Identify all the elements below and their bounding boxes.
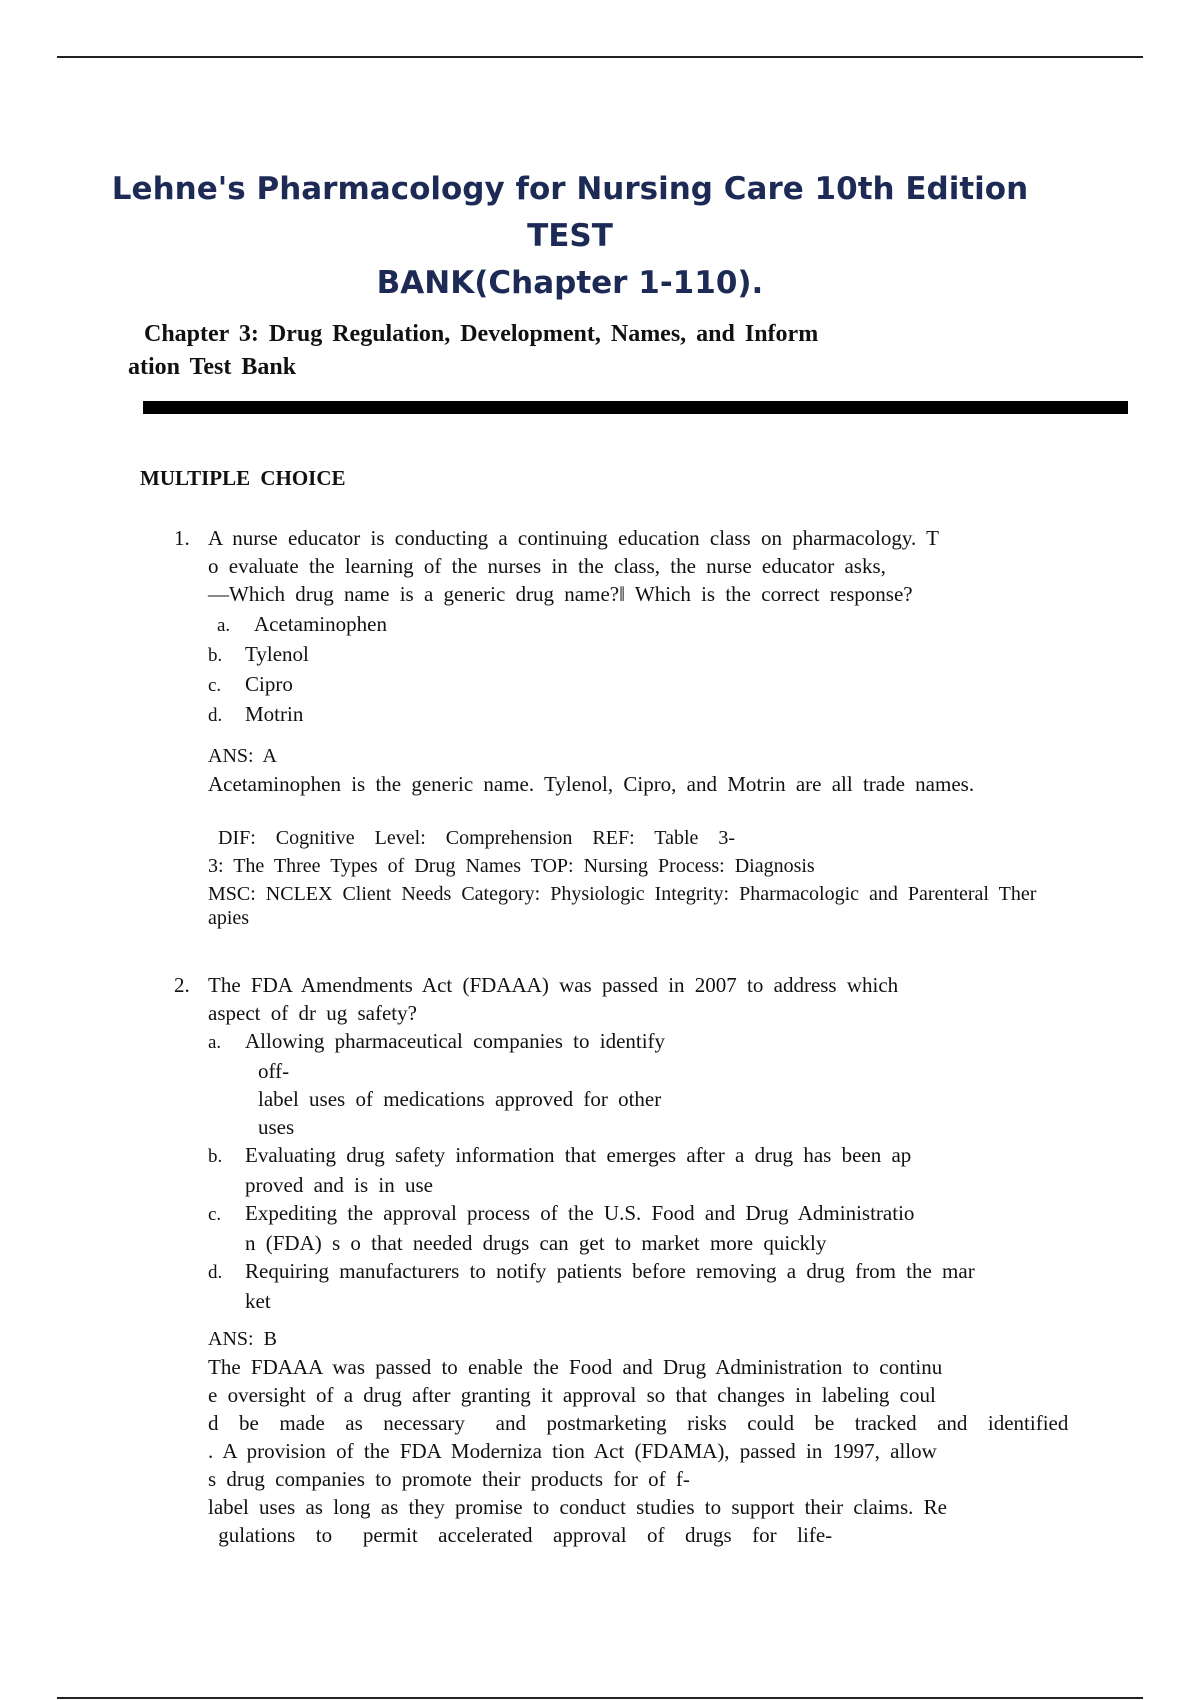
question-stem-line: A nurse educator is conducting a continuing education class on pharmacology. T [208,526,939,550]
metadata-line: MSC: NCLEX Client Needs Category: Physiologic Integrity: Pharmacologic and Parenteral Ther [208,883,1037,905]
option-letter: a. [208,1032,222,1053]
option-text: Evaluating drug safety information that emerges after a drug has been ap [245,1143,912,1167]
option-c [208,1199,1068,1229]
option-a-continued: label uses of medications approved for other [258,1087,662,1111]
question-number: 2. [174,973,190,997]
title-line-1: Lehne's Pharmacology for Nursing Care 10th Edition TEST [111,171,1029,254]
question-stem-line: aspect of dr ug safety? [208,1001,417,1025]
option-letter: d. [208,705,223,726]
metadata-line: DIF: Cognitive Level: Comprehension REF: Table 3- [208,827,736,849]
option-text: Requiring manufacturers to notify patients before removing a drug from the mar [245,1259,975,1283]
answer-rationale: Acetaminophen is the generic name. Tylenol, Cipro, and Motrin are all trade names. [208,772,975,796]
chapter-heading-line-2: ation Test Bank [128,354,297,380]
option-letter: c. [208,1204,222,1225]
option-a [208,1027,1068,1057]
rationale-line: d be made as necessary and postmarketing risks could be tracked and identified [208,1411,1069,1435]
question-metadata [208,824,1036,928]
question-number: 1. [174,526,190,550]
metadata-line: 3: The Three Types of Drug Names TOP: Nursing Process: Diagnosis [208,855,815,877]
option-text: Tylenol [245,642,309,666]
rationale-line: e oversight of a drug after granting it approval so that changes in labeling coul [208,1383,936,1407]
heading-divider [143,401,1128,414]
rationale-line: The FDAAA was passed to enable the Food and Drug Administration to continu [208,1355,943,1379]
option-letter: c. [208,675,222,696]
question-stem-line: o evaluate the learning of the nurses in the class, the nurse educator asks, [208,554,886,578]
rationale-line: s drug companies to promote their products for of f- [208,1467,690,1491]
option-text: Allowing pharmaceutical companies to identify [245,1029,666,1053]
options-list [208,610,1036,730]
option-d-continued: ket [245,1289,271,1313]
answer-key: ANS: B [208,1328,277,1350]
chapter-heading [128,318,818,384]
section-heading: MULTIPLE CHOICE [140,466,346,490]
question-2 [174,971,1069,1549]
option-b-continued: proved and is in use [245,1173,433,1197]
option-text: Motrin [245,702,304,726]
top-rule [57,56,1143,58]
option-b [208,1141,1068,1171]
question-stem-line: The FDA Amendments Act (FDAAA) was passed in 2007 to address which [208,973,899,997]
option-b [208,640,1036,670]
option-c [208,670,1036,700]
option-text: Acetaminophen [254,612,387,636]
rationale-line: . A provision of the FDA Moderniza tion Act (FDAMA), passed in 1997, allow [208,1439,937,1463]
option-text: Cipro [245,672,293,696]
answer-key: ANS: A [208,745,277,767]
document-title [100,166,1040,307]
bottom-rule [57,1697,1143,1699]
title-line-2: BANK(Chapter 1-110). [376,265,764,301]
question-1 [174,524,1037,929]
option-a-continued: off- [258,1059,290,1083]
options-list [208,1027,1068,1315]
question-stem-line: —Which drug name is a generic drug name?‖ Which is the correct response? [208,582,913,606]
option-c-continued: n (FDA) s o that needed drugs can get to market more quickly [245,1231,827,1255]
option-letter: b. [208,1146,223,1167]
option-letter: a. [217,615,231,636]
option-d [208,1257,1068,1287]
option-a-continued: uses [258,1115,295,1139]
rationale-line: label uses as long as they promise to conduct studies to support their claims. Re [208,1495,947,1519]
chapter-heading-line-1: Chapter 3: Drug Regulation, Development, Names, and Inform [144,321,819,347]
option-letter: d. [208,1262,223,1283]
metadata-line: apies [208,907,250,929]
option-text: Expediting the approval process of the U.S. Food and Drug Administratio [245,1201,915,1225]
option-letter: b. [208,645,223,666]
rationale-line: gulations to permit accelerated approval of drugs for life- [208,1523,833,1547]
option-a [208,610,1036,640]
option-d [208,700,1036,730]
